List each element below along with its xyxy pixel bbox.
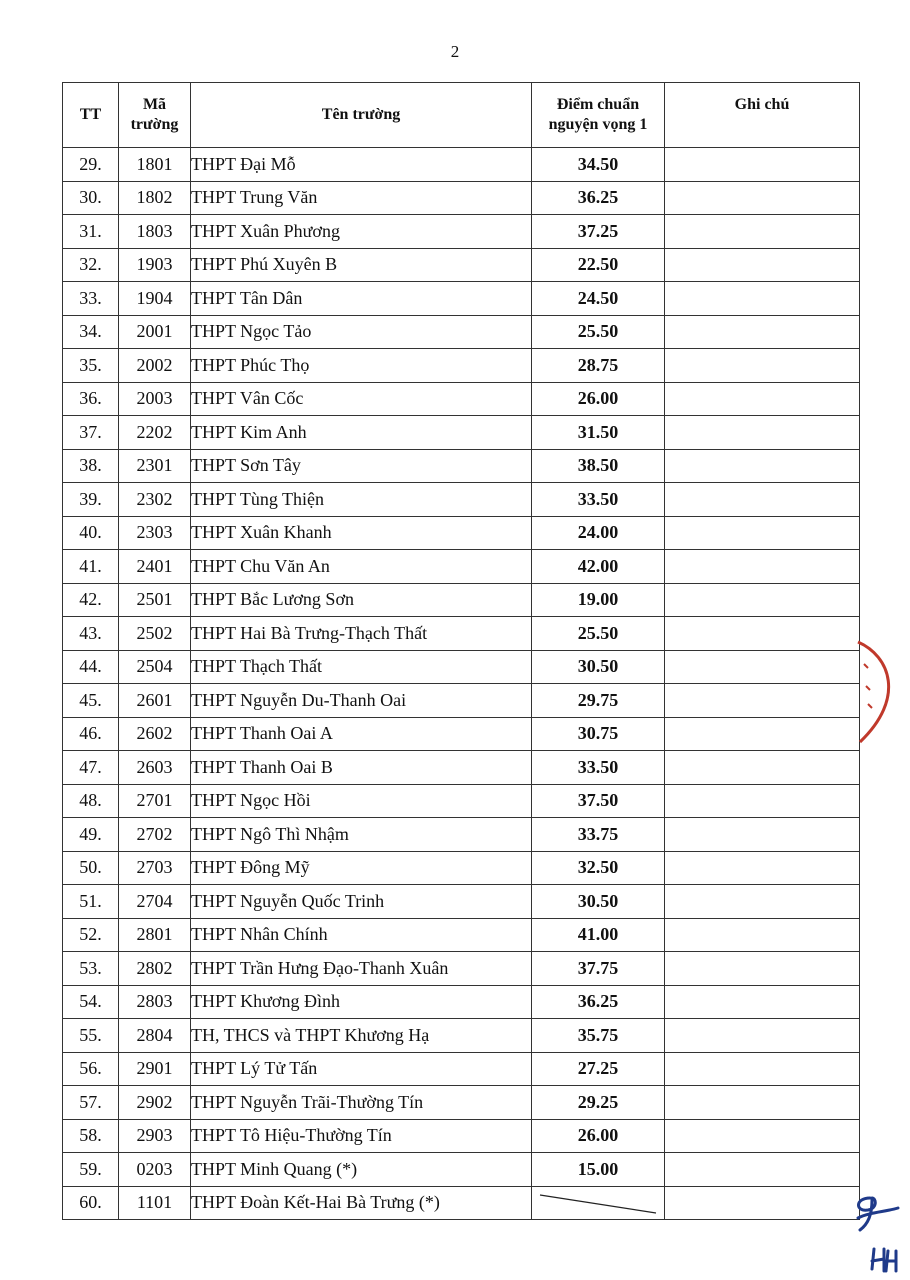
- row-tt-cell: 45.: [63, 684, 119, 718]
- row-tt-cell: 31.: [63, 215, 119, 249]
- header-tt: TT: [63, 83, 119, 148]
- row-ma-cell: 1802: [119, 181, 191, 215]
- row-tt-cell: 52.: [63, 918, 119, 952]
- table-row: [63, 918, 860, 952]
- row-diem-cell: 25.50: [532, 315, 665, 349]
- row-ma-cell: 2001: [119, 315, 191, 349]
- row-ghi-chu-cell: [665, 248, 860, 282]
- row-diem-cell: 24.50: [532, 282, 665, 316]
- row-ten-cell: THPT Đoàn Kết-Hai Bà Trưng (*): [191, 1186, 532, 1220]
- row-diem-cell: 36.25: [532, 181, 665, 215]
- row-diem-cell: 37.25: [532, 215, 665, 249]
- row-diem-cell: 26.00: [532, 1119, 665, 1153]
- row-ma-cell: 2301: [119, 449, 191, 483]
- row-ten-cell: THPT Nhân Chính: [191, 918, 532, 952]
- row-tt-cell: 29.: [63, 148, 119, 182]
- table-row: [63, 650, 860, 684]
- row-ma-cell: 1903: [119, 248, 191, 282]
- row-ghi-chu-cell: [665, 650, 860, 684]
- table-row: [63, 1153, 860, 1187]
- row-ten-cell: THPT Tùng Thiện: [191, 483, 532, 517]
- row-ma-cell: 0203: [119, 1153, 191, 1187]
- row-ten-cell: THPT Kim Anh: [191, 416, 532, 450]
- row-tt-cell: 36.: [63, 382, 119, 416]
- row-ma-cell: 2803: [119, 985, 191, 1019]
- row-ghi-chu-cell: [665, 885, 860, 919]
- header-diem-line1: Điểm chuẩn: [556, 96, 640, 113]
- row-ten-cell: THPT Sơn Tây: [191, 449, 532, 483]
- row-ghi-chu-cell: [665, 1019, 860, 1053]
- row-diem-cell: 37.75: [532, 952, 665, 986]
- row-ghi-chu-cell: [665, 148, 860, 182]
- table-row: [63, 282, 860, 316]
- row-ten-cell: THPT Bắc Lương Sơn: [191, 583, 532, 617]
- row-ma-cell: 1904: [119, 282, 191, 316]
- row-tt-cell: 46.: [63, 717, 119, 751]
- row-ten-cell: THPT Đại Mỗ: [191, 148, 532, 182]
- row-ghi-chu-cell: [665, 1119, 860, 1153]
- row-ma-cell: 2002: [119, 349, 191, 383]
- table-row: [63, 516, 860, 550]
- row-ten-cell: THPT Nguyễn Quốc Trinh: [191, 885, 532, 919]
- table-row: [63, 851, 860, 885]
- row-ghi-chu-cell: [665, 985, 860, 1019]
- table-row: [63, 483, 860, 517]
- row-diem-cell: 42.00: [532, 550, 665, 584]
- row-ten-cell: THPT Ngô Thì Nhậm: [191, 818, 532, 852]
- row-ten-cell: THPT Tân Dân: [191, 282, 532, 316]
- row-tt-cell: 37.: [63, 416, 119, 450]
- row-ten-cell: THPT Vân Cốc: [191, 382, 532, 416]
- row-ghi-chu-cell: [665, 717, 860, 751]
- table-row: [63, 382, 860, 416]
- row-ten-cell: THPT Tô Hiệu-Thường Tín: [191, 1119, 532, 1153]
- row-ghi-chu-cell: [665, 449, 860, 483]
- row-ghi-chu-cell: [665, 1086, 860, 1120]
- row-ghi-chu-cell: [665, 516, 860, 550]
- row-tt-cell: 53.: [63, 952, 119, 986]
- row-diem-cell: [532, 1186, 665, 1220]
- row-ma-cell: 2601: [119, 684, 191, 718]
- row-ten-cell: THPT Minh Quang (*): [191, 1153, 532, 1187]
- row-ten-cell: THPT Khương Đình: [191, 985, 532, 1019]
- row-diem-cell: 19.00: [532, 583, 665, 617]
- row-ghi-chu-cell: [665, 784, 860, 818]
- header-ma-line2: trường: [130, 116, 179, 133]
- page-number: 2: [450, 42, 460, 61]
- row-ma-cell: 2701: [119, 784, 191, 818]
- row-ma-cell: 2702: [119, 818, 191, 852]
- handwritten-page-mark: [868, 1245, 903, 1275]
- row-tt-cell: 58.: [63, 1119, 119, 1153]
- row-ghi-chu-cell: [665, 583, 860, 617]
- row-tt-cell: 47.: [63, 751, 119, 785]
- row-ma-cell: 2801: [119, 918, 191, 952]
- row-tt-cell: 42.: [63, 583, 119, 617]
- row-diem-cell: 29.75: [532, 684, 665, 718]
- row-ten-cell: THPT Ngọc Hồi: [191, 784, 532, 818]
- row-ghi-chu-cell: [665, 215, 860, 249]
- row-ghi-chu-cell: [665, 416, 860, 450]
- row-ten-cell: THPT Trung Văn: [191, 181, 532, 215]
- row-ma-cell: 2202: [119, 416, 191, 450]
- table-row: [63, 717, 860, 751]
- row-ten-cell: THPT Phú Xuyên B: [191, 248, 532, 282]
- row-ghi-chu-cell: [665, 684, 860, 718]
- row-ten-cell: THPT Thạch Thất: [191, 650, 532, 684]
- table-row: [63, 985, 860, 1019]
- row-tt-cell: 44.: [63, 650, 119, 684]
- row-tt-cell: 48.: [63, 784, 119, 818]
- row-ghi-chu-cell: [665, 349, 860, 383]
- row-ghi-chu-cell: [665, 382, 860, 416]
- row-tt-cell: 38.: [63, 449, 119, 483]
- row-ma-cell: 2902: [119, 1086, 191, 1120]
- row-ma-cell: 2903: [119, 1119, 191, 1153]
- row-ghi-chu-cell: [665, 751, 860, 785]
- row-ma-cell: 1101: [119, 1186, 191, 1220]
- row-tt-cell: 32.: [63, 248, 119, 282]
- row-ghi-chu-cell: [665, 1153, 860, 1187]
- row-ten-cell: THPT Phúc Thọ: [191, 349, 532, 383]
- table-row: [63, 1186, 860, 1220]
- row-diem-cell: 26.00: [532, 382, 665, 416]
- header-diem-chuan: [532, 83, 665, 148]
- row-diem-cell: 33.50: [532, 483, 665, 517]
- row-ten-cell: THPT Thanh Oai B: [191, 751, 532, 785]
- row-tt-cell: 57.: [63, 1086, 119, 1120]
- row-tt-cell: 34.: [63, 315, 119, 349]
- admission-score-table: [62, 82, 860, 1220]
- row-ten-cell: THPT Lý Tử Tấn: [191, 1052, 532, 1086]
- row-diem-cell: 36.25: [532, 985, 665, 1019]
- row-ma-cell: 1801: [119, 148, 191, 182]
- row-ten-cell: THPT Thanh Oai A: [191, 717, 532, 751]
- row-tt-cell: 33.: [63, 282, 119, 316]
- row-diem-cell: 30.50: [532, 885, 665, 919]
- row-ghi-chu-cell: [665, 918, 860, 952]
- table-row: [63, 1052, 860, 1086]
- row-diem-cell: 38.50: [532, 449, 665, 483]
- row-ma-cell: 2003: [119, 382, 191, 416]
- row-ten-cell: THPT Nguyễn Trãi-Thường Tín: [191, 1086, 532, 1120]
- red-seal-stamp: [850, 638, 910, 748]
- row-diem-cell: 35.75: [532, 1019, 665, 1053]
- empty-score-strike: [536, 1191, 661, 1217]
- row-ma-cell: 2602: [119, 717, 191, 751]
- table-row: [63, 952, 860, 986]
- row-ghi-chu-cell: [665, 483, 860, 517]
- row-tt-cell: 51.: [63, 885, 119, 919]
- table-row: [63, 449, 860, 483]
- row-diem-cell: 32.50: [532, 851, 665, 885]
- row-ma-cell: 2504: [119, 650, 191, 684]
- header-ma-line1: Mã: [142, 96, 167, 113]
- row-ten-cell: THPT Xuân Phương: [191, 215, 532, 249]
- table-body: [63, 148, 860, 1220]
- table-row: [63, 583, 860, 617]
- row-tt-cell: 43.: [63, 617, 119, 651]
- table-row: [63, 148, 860, 182]
- row-diem-cell: 27.25: [532, 1052, 665, 1086]
- row-ma-cell: 2704: [119, 885, 191, 919]
- row-diem-cell: 41.00: [532, 918, 665, 952]
- row-diem-cell: 24.00: [532, 516, 665, 550]
- table-row: [63, 1019, 860, 1053]
- header-diem-line2: nguyện vọng 1: [548, 116, 648, 133]
- row-tt-cell: 39.: [63, 483, 119, 517]
- row-ghi-chu-cell: [665, 315, 860, 349]
- row-ten-cell: THPT Đông Mỹ: [191, 851, 532, 885]
- row-tt-cell: 55.: [63, 1019, 119, 1053]
- row-ten-cell: TH, THCS và THPT Khương Hạ: [191, 1019, 532, 1053]
- row-diem-cell: 34.50: [532, 148, 665, 182]
- row-diem-cell: 29.25: [532, 1086, 665, 1120]
- row-tt-cell: 59.: [63, 1153, 119, 1187]
- table-row: [63, 215, 860, 249]
- table-row: [63, 885, 860, 919]
- row-tt-cell: 60.: [63, 1186, 119, 1220]
- row-ten-cell: THPT Xuân Khanh: [191, 516, 532, 550]
- row-diem-cell: 30.75: [532, 717, 665, 751]
- row-tt-cell: 49.: [63, 818, 119, 852]
- row-diem-cell: 28.75: [532, 349, 665, 383]
- table-row: [63, 416, 860, 450]
- row-tt-cell: 56.: [63, 1052, 119, 1086]
- row-ghi-chu-cell: [665, 1052, 860, 1086]
- row-tt-cell: 41.: [63, 550, 119, 584]
- table-row: [63, 684, 860, 718]
- row-ma-cell: 1803: [119, 215, 191, 249]
- table-row: [63, 550, 860, 584]
- table-row: [63, 617, 860, 651]
- row-ma-cell: 2804: [119, 1019, 191, 1053]
- header-ten-truong: Tên trường: [191, 83, 532, 148]
- row-ma-cell: 2302: [119, 483, 191, 517]
- row-diem-cell: 25.50: [532, 617, 665, 651]
- row-ma-cell: 2303: [119, 516, 191, 550]
- header-ghi-chu: Ghi chú: [665, 83, 860, 148]
- row-diem-cell: 33.75: [532, 818, 665, 852]
- row-ten-cell: THPT Trần Hưng Đạo-Thanh Xuân: [191, 952, 532, 986]
- row-ghi-chu-cell: [665, 1186, 860, 1220]
- row-diem-cell: 37.50: [532, 784, 665, 818]
- table-row: [63, 751, 860, 785]
- row-ghi-chu-cell: [665, 818, 860, 852]
- row-ten-cell: THPT Chu Văn An: [191, 550, 532, 584]
- row-ghi-chu-cell: [665, 282, 860, 316]
- row-ma-cell: 2901: [119, 1052, 191, 1086]
- table-row: [63, 315, 860, 349]
- row-diem-cell: 31.50: [532, 416, 665, 450]
- row-ten-cell: THPT Hai Bà Trưng-Thạch Thất: [191, 617, 532, 651]
- row-ghi-chu-cell: [665, 952, 860, 986]
- row-ma-cell: 2502: [119, 617, 191, 651]
- row-ghi-chu-cell: [665, 851, 860, 885]
- row-ma-cell: 2603: [119, 751, 191, 785]
- row-tt-cell: 35.: [63, 349, 119, 383]
- row-tt-cell: 30.: [63, 181, 119, 215]
- row-tt-cell: 54.: [63, 985, 119, 1019]
- row-ma-cell: 2703: [119, 851, 191, 885]
- row-diem-cell: 33.50: [532, 751, 665, 785]
- row-ten-cell: THPT Nguyễn Du-Thanh Oai: [191, 684, 532, 718]
- row-ghi-chu-cell: [665, 181, 860, 215]
- row-ma-cell: 2802: [119, 952, 191, 986]
- table-row: [63, 1086, 860, 1120]
- row-ghi-chu-cell: [665, 617, 860, 651]
- table-row: [63, 784, 860, 818]
- table-row: [63, 248, 860, 282]
- row-diem-cell: 30.50: [532, 650, 665, 684]
- table-row: [63, 818, 860, 852]
- handwritten-initial-signature: [850, 1190, 905, 1235]
- row-tt-cell: 50.: [63, 851, 119, 885]
- row-ten-cell: THPT Ngọc Tảo: [191, 315, 532, 349]
- row-diem-cell: 15.00: [532, 1153, 665, 1187]
- row-tt-cell: 40.: [63, 516, 119, 550]
- row-diem-cell: 22.50: [532, 248, 665, 282]
- table-row: [63, 181, 860, 215]
- row-ma-cell: 2401: [119, 550, 191, 584]
- table-header-row: [63, 83, 860, 148]
- row-ghi-chu-cell: [665, 550, 860, 584]
- header-ma-truong: [119, 83, 191, 148]
- table-row: [63, 1119, 860, 1153]
- row-ma-cell: 2501: [119, 583, 191, 617]
- table-row: [63, 349, 860, 383]
